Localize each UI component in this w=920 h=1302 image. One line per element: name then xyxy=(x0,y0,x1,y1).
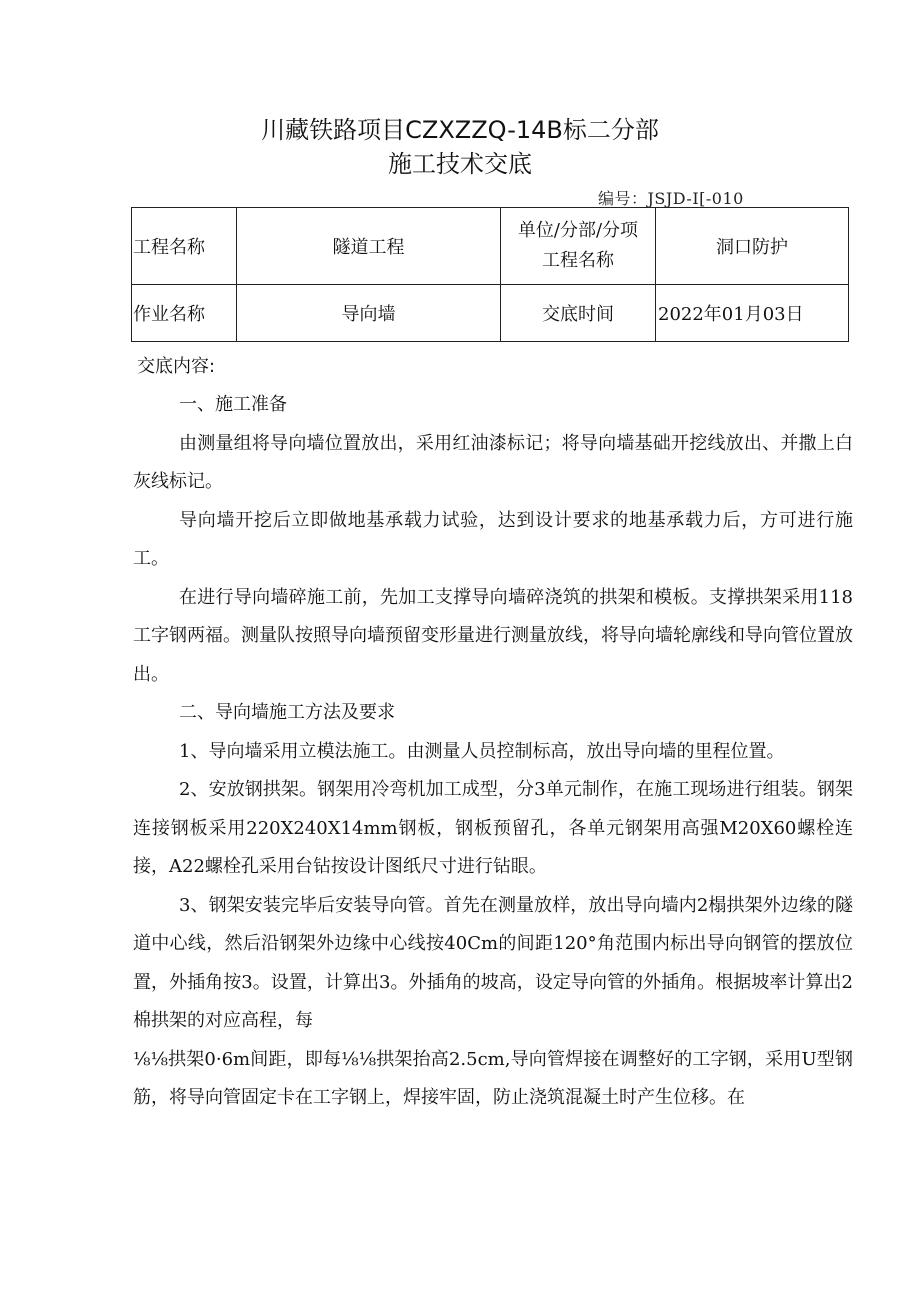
document-title-line1: 川藏铁路项目CZXZZQ-14B标二分部 xyxy=(261,116,659,144)
project-name-label: 工程名称 xyxy=(132,208,237,285)
info-table xyxy=(131,207,849,342)
section2-heading: 二、导向墙施工方法及要求 xyxy=(179,702,395,723)
item-3-continued: ⅛⅛拱架0·6m间距，即每⅛⅛拱架抬高2.5cm,导向管焊接在调整好的工字钢，采用U型钢筋，将导向管固定卡在工字钢上，焊接牢固，防止浇筑混凝土时产生位移。在 xyxy=(133,1048,853,1108)
document-body xyxy=(133,386,853,1118)
contents-label: 交底内容: xyxy=(137,356,216,377)
work-name-value: 导向墙 xyxy=(237,285,501,342)
paragraph-2: 导向墙开挖后立即做地基承载力试验，达到设计要求的地基承载力后，方可进行施工。 xyxy=(133,509,853,569)
unit-label-line2: 工程名称 xyxy=(542,250,614,271)
unit-label xyxy=(501,208,656,285)
document-number: 编号：JSJD-I[-010 xyxy=(598,189,744,208)
paragraph-1: 由测量组将导向墙位置放出，采用红油漆标记；将导向墙基础开挖线放出、并撒上白灰线标记。 xyxy=(133,432,853,492)
work-name-label: 作业名称 xyxy=(132,285,237,342)
project-name-value: 隧道工程 xyxy=(237,208,501,285)
unit-label-line1: 单位/分部/分项 xyxy=(517,220,639,241)
date-label: 交底时间 xyxy=(501,285,656,342)
item-1: 1、导向墙采用立模法施工。由测量人员控制标高，放出导向墙的里程位置。 xyxy=(179,740,785,762)
date-value: 2022年01月03日 xyxy=(656,285,849,342)
item-2: 2、安放钢拱架。钢架用冷弯机加工成型，分3单元制作，在施工现场进行组装。钢架连接钢板采用220X240X14mm钢板，钢板预留孔，各单元钢架用高强M20X60螺栓连接，A22螺栓孔采用台钻按设计图纸尺寸进行钻眼。 xyxy=(133,779,853,877)
paragraph-3: 在进行导向墙碎施工前，先加工支撑导向墙碎浇筑的拱架和模板。支撑拱架采用118工字钢两福。测量队按照导向墙预留变形量进行测量放线，将导向墙轮廓线和导向管位置放出。 xyxy=(133,586,853,685)
section1-heading: 一、施工准备 xyxy=(179,394,287,415)
unit-value: 洞口防护 xyxy=(656,208,849,285)
table-row xyxy=(132,208,849,285)
document-title-line2: 施工技术交底 xyxy=(388,150,532,178)
item-3: 3、钢架安装完毕后安装导向管。首先在测量放样，放出导向墙内2榻拱架外边缘的隧道中心线，然后沿钢架外边缘中心线按40Cm的间距120°角范围内标出导向钢管的摆放位置，外插角按3。设置，计算出3。外插角的坡高，设定导向管的外插角。根据坡率计算出2棉拱架的对应高程，每 xyxy=(133,894,853,1031)
table-row xyxy=(132,285,849,342)
